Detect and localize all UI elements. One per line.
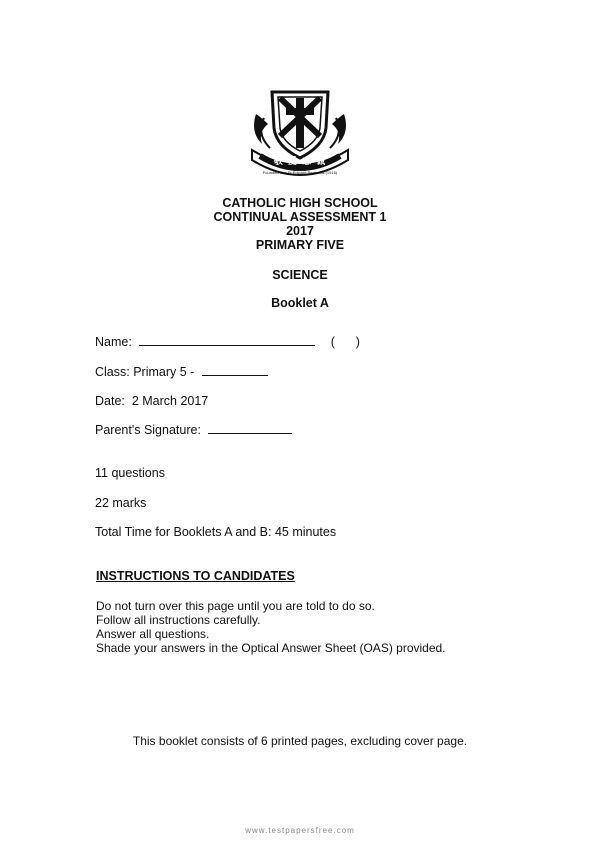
school-name: CATHOLIC HIGH SCHOOL: [222, 196, 378, 210]
date-text: Date: 2 March 2017: [95, 394, 209, 408]
instruction-line: Do not turn over this page until you are told to do so.: [96, 599, 375, 613]
pages-note: This booklet consists of 6 printed pages, excluding cover page.: [132, 734, 468, 748]
instruction-line: Shade your answers in the Optical Answer Sheet (OAS) provided.: [96, 641, 446, 655]
instructions-heading: INSTRUCTIONS TO CANDIDATES: [96, 569, 295, 583]
question-count: 11 questions: [95, 466, 165, 480]
instruction-line: Answer all questions.: [96, 627, 210, 641]
signature-label: Parent's Signature:: [95, 423, 201, 437]
name-blank[interactable]: [139, 345, 315, 346]
name-row: [95, 335, 360, 349]
assessment-year: 2017: [286, 224, 314, 238]
assessment-title: CONTINUAL ASSESSMENT 1: [213, 210, 387, 224]
crest-scroll-text: Founded Rev Fr Edward Becheras (1916): [262, 170, 338, 175]
crest-motto: 敬 爱 忠 诚: [273, 157, 327, 167]
subject-title: SCIENCE: [272, 268, 328, 282]
name-label: Name:: [95, 335, 132, 349]
signature-row: [95, 423, 292, 437]
class-blank[interactable]: [202, 375, 268, 376]
watermark-text: www.testpapersfree.com: [245, 826, 355, 835]
total-time: Total Time for Booklets A and B: 45 minutes: [95, 525, 337, 539]
index-parens: ( ): [330, 335, 360, 349]
instruction-line: Follow all instructions carefully.: [96, 613, 261, 627]
class-row: [95, 365, 268, 379]
total-marks: 22 marks: [95, 496, 147, 510]
class-label: Class: Primary 5 -: [95, 365, 195, 379]
level-title: PRIMARY FIVE: [255, 238, 345, 252]
booklet-title: Booklet A: [271, 296, 329, 310]
signature-blank[interactable]: [208, 433, 292, 434]
school-crest: [246, 88, 354, 180]
